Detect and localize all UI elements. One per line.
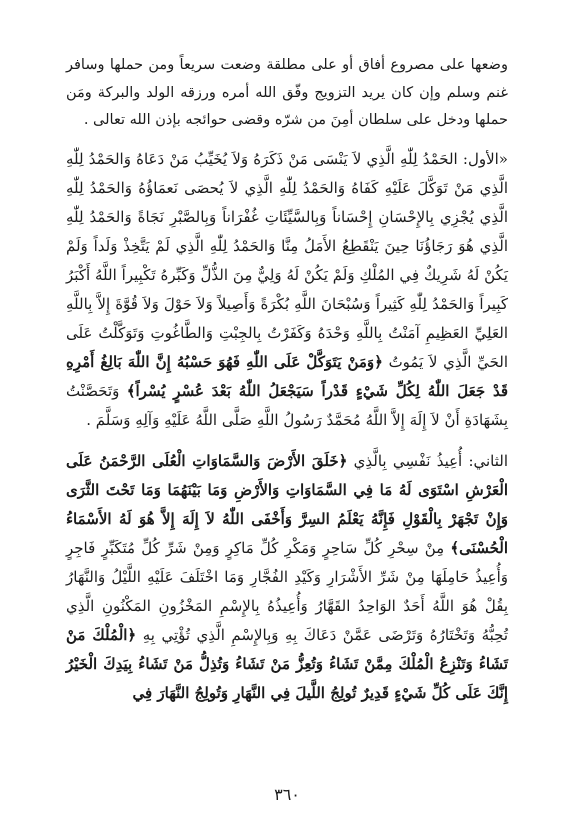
second-prayer-opening: الثاني: أُعِيذُ نَفْسِي بِالَّذِي bbox=[347, 451, 509, 470]
second-prayer-text: مِنْ سِحْرِ كُلِّ سَاحِرٍ وَمَكْرِ كُلِّ مَاكِرٍ وَمِنْ شَرِّ كُلِّ مُتَكَبِّرٍ فَاجِرٍ وَأُعِيذُ حَامِلَهَا مِنْ شَرِّ الأَشْرَارِ وَكَيْدِ الفُجَّارِ وَمَا اخْتَلَفَ عَلَيْهِ اللَّيْلُ وَالنَّهَارُ بِقُلْ هُوَ اللَّهُ أَحَدٌ الوَاحِدُ القَهَّارُ وَأُعِيذُهُ بِالإِسْمِ المَخْزُونِ المَكْنُونِ الَّذِي تُحِبُّهُ وَتَخْتَارُهُ وَتَرْضَى عَمَّنْ دَعَاكَ بِهِ وَبِالإِسْمِ الَّذِي تُؤْتِي بِهِ bbox=[66, 538, 508, 644]
intro-paragraph: وضعها على مصروع أفاق أو على مطلقة وضعت سريعاً ومن حملها وسافر غنم وسلم وإن كان يريد التزويج وفّق الله أمره ورزقه الولد والبركة ومَن حملها ودخل على سلطان أمِنَ من شرّه وقضى حوائجه بإذن الله تعالى . bbox=[66, 57, 508, 128]
first-prayer-closing: وَتَحَصَّنْتُ بِشَهَادَةِ أَنْ لاَ إِلَهَ إِلاَّ اللَّهُ مُحَمَّدٌ رَسُولُ اللَّهِ صَلَّى اللَّهُ عَلَيْهِ وَآلِهِ وَسَلَّمَ . bbox=[66, 381, 508, 429]
page-number: ٣٦٠ bbox=[274, 785, 300, 804]
quran-verse-talaq: ﴿وَمَنْ يَتَوَكَّلْ عَلَى اللّٰهِ فَهُوَ حَسْبُهُ إِنَّ اللّٰهَ بَالِغُ أَمْرِهِ قَدْ جَعَلَ اللّٰهُ لِكُلِّ شَيْءٍ قَدْراً سَيَجْعَلُ اللّٰهُ بَعْدَ عُسْرٍ يُسْراً﴾ bbox=[66, 352, 508, 400]
first-prayer-text: «الأول: الحَمْدُ لِلّٰهِ الَّذِي لاَ يَنْسَى مَنْ ذَكَرَهُ وَلاَ يُخَيِّبُ مَنْ دَعَاهُ وَالحَمْدُ لِلّٰهِ الَّذِي مَنْ تَوَكَّلَ عَلَيْهِ كَفَاهُ وَالحَمْدُ لِلّٰهِ الَّذِي لاَ يُحصَى نَعمَاؤُهُ وَالحَمْدُ لِلّٰهِ الَّذِي يُجْزِي بِالإِحْسَانِ إِحْسَاناً وَبِالسَّيِّئَاتِ غُفْرَاناً وَبِالصَّبْرِ نَجَاةً وَالحَمْدُ لِلّٰهِ الَّذِي هُوَ رَجَاؤُنَا حِينَ يَنْقَطِعُ الأَمَلُ مِنَّا وَالحَمْدُ لِلّٰهِ الَّذِي لَمْ يَتَّخِذْ وَلَداً وَلَمْ يَكُنْ لَهُ شَرِيكٌ فِي المُلْكِ وَلَمْ يَكُنْ لَهُ وَلِيٌّ مِنَ الذُّلِّ وَكَبِّرهُ تَكْبِيراً اللَّهُ أَكْبَرُ كَبِيراً وَالحَمْدُ لِلّٰهِ كَثِيراً وَسُبْحَانَ اللَّهِ بُكْرَةً وَأَصِيلاً وَلاَ حَوْلَ وَلاَ قُوَّةَ إِلاَّ بِاللَّهِ العَلِيِّ العَظِيمِ آمَنْتُ بِاللَّهِ وَحْدَهُ وَكَفَرْتُ بِالجِبْتِ وَالطَّاغُوتِ وَتَوَكَّلْتُ عَلَى الحَيِّ الَّذِي لاَ يَمُوتُ bbox=[66, 149, 508, 371]
second-prayer-paragraph bbox=[66, 447, 508, 708]
quran-verse-al-imran: ﴿الْمُلْكَ مَنْ تَشَاءُ وَتَنْزِعُ الْمُلْكَ مِمَّنْ تَشَاءُ وَتُعِزُّ مَنْ تَشَاءُ وَتُذِلُّ مَنْ تَشَاءُ بِيَدِكَ الْخَيْرُ إِنَّكَ عَلَى كُلِّ شَيْءٍ قَدِيرٌ تُولِجُ اللَّيلَ فِي النَّهَارِ وَتُولِجُ النَّهَارَ فِي bbox=[66, 625, 508, 702]
first-prayer-paragraph bbox=[66, 145, 508, 435]
quran-verse-taha: ﴿خَلَقَ الأَرْضَ وَالسَّمَاوَاتِ الْعُلَى الرَّحْمَنُ عَلَى الْعَرْشِ اسْتَوَى لَهُ مَا فِي السَّمَاوَاتِ وَالأَرْضِ وَمَا بَيْنَهُمَا وَمَا تَحْتَ الثَّرَى وَإِنْ تَجْهَرْ بِالْقَوْلِ فَإِنَّهُ يَعْلَمُ السِرَّ وَأَخْفَى اللّٰهُ لاَ إِلَهَ إِلاَّ هُوَ لَهُ الأَسْمَاءُ الْحُسْنَى﴾ bbox=[66, 451, 508, 557]
